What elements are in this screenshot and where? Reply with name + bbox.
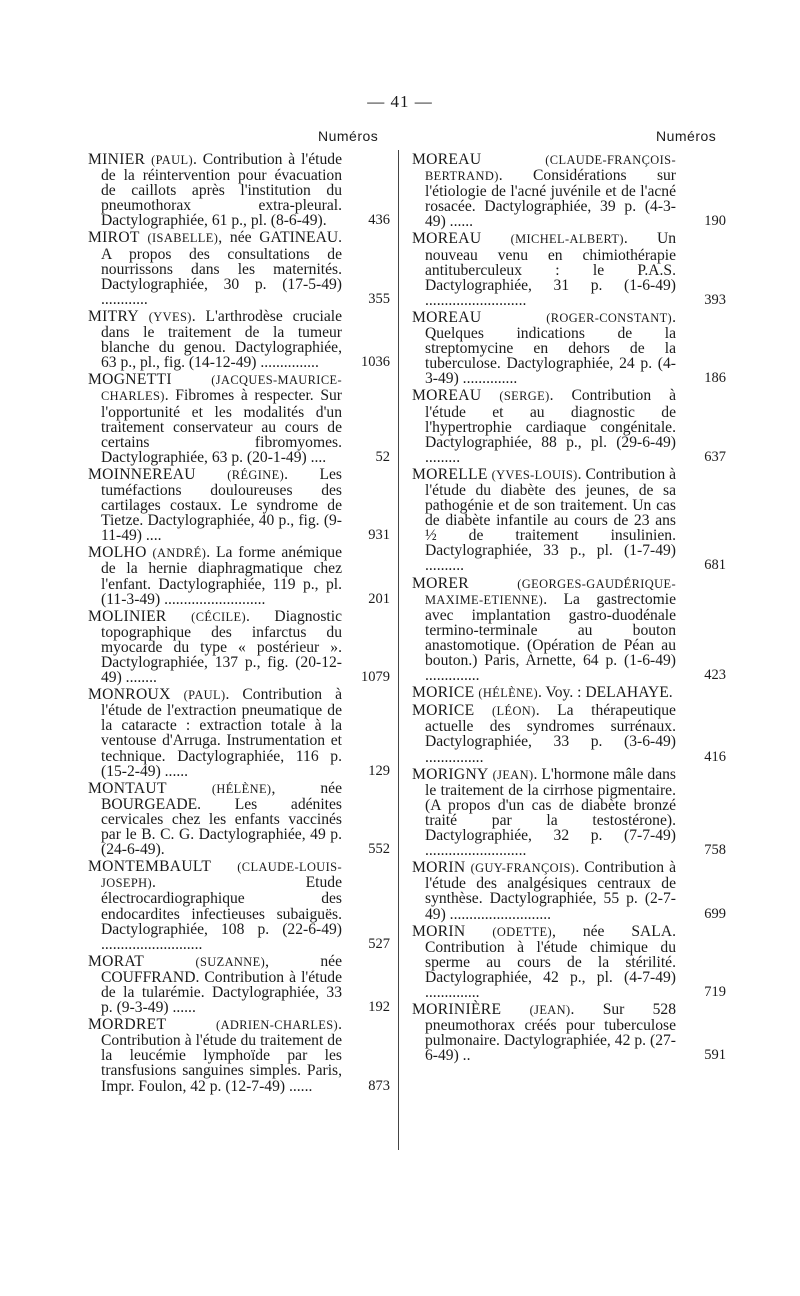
entry-text — [88, 781, 342, 857]
author-surname: MOLINIER — [88, 607, 167, 625]
author-surname: MITRY — [88, 307, 139, 325]
thesis-number: 552 — [368, 841, 390, 858]
entry-description: . Les tuméfactions douloureuses des cartilages costaux. Le syndrome de Tietze. Dactylographiée, 40 p., fig. (9-11-49) .... — [101, 465, 342, 545]
bibliography-entry — [88, 544, 390, 608]
entry-description: . Contribution à l'étude de l'extraction pneumatique de la cataracte : extraction totale à la ventouse d'Arruga. Instrumentation et technique. Dactylographiée, 116 p. (15-2-49) ...... — [101, 686, 342, 780]
thesis-number: 192 — [368, 999, 390, 1016]
thesis-number: 190 — [704, 213, 726, 230]
entry-text — [88, 467, 342, 543]
bibliography-entry — [412, 151, 726, 231]
bibliography-entry — [412, 308, 726, 388]
author-given-names: (HÉLÈNE) — [211, 781, 272, 796]
author-surname: MOREAU — [412, 230, 482, 248]
thesis-number: 681 — [704, 557, 726, 574]
thesis-number: 719 — [704, 983, 726, 1000]
author-given-names: (JEAN) — [529, 1003, 571, 1018]
author-given-names: (GEORGES-GAUDÉRIQUE-MAXIME-ETIENNE) — [425, 576, 676, 607]
author-given-names: (PAUL) — [151, 153, 193, 167]
entry-description: . La gastrectomie avec implantation gastro-duodénale termino-terminale au bouton anastomotique. (Opération de Péan au bouton.) Paris, Arnette, 64 p. (1-6-49) .............. — [425, 590, 676, 685]
author-given-names: (ODETTE) — [492, 924, 553, 939]
bibliography-entry — [412, 685, 714, 701]
entry-description: . Quelques indications de la streptomycine en dehors de la tuberculose. Dactylographiée, 24 p. (4-3-49) .............. — [425, 308, 676, 388]
entry-text — [412, 1002, 676, 1063]
bibliography-entry — [412, 1001, 726, 1065]
author-surname: MONTAUT — [88, 779, 167, 797]
author-given-names: (PAUL) — [183, 688, 226, 703]
author-surname: MOREAU — [412, 387, 482, 405]
thesis-number: 873 — [368, 1077, 390, 1094]
entry-text — [88, 230, 342, 306]
bibliography-entry — [88, 465, 390, 545]
entry-description: . Contribution à l'étude de la réintervention pour évacuation de caillots après l'institution du pneumothorax extra-pleural. Dactylographiée, 61 p., pl. (8-6-49). — [101, 151, 342, 230]
entry-text — [88, 545, 342, 606]
bibliography-entry — [412, 465, 726, 575]
entry-text — [412, 310, 676, 386]
thesis-number: 637 — [704, 448, 726, 465]
entry-text — [412, 576, 676, 684]
author-surname: MOREAU — [412, 308, 482, 326]
entry-description: , née COUFFRAND. Contribution à l'étude de la tularémie. Dactylographiée, 33 p. (9-3-49) ...... — [101, 952, 342, 1017]
author-given-names: (JEAN) — [492, 767, 534, 782]
entry-description: . Considérations sur l'étiologie de l'acné juvénile et de l'acné rosacée. Dactylographiée, 39 p. (4-3-49) ...... — [425, 167, 676, 231]
entry-text — [412, 685, 676, 701]
entry-description: . Diagnostic topographique des infarctus du myocarde du type « postérieur ». Dactylographiée, 137 p., fig. (20-12-49) ........ — [101, 607, 342, 687]
author-given-names: (ROGER-CONSTANT) — [546, 310, 673, 325]
author-surname: MIROT — [88, 229, 140, 247]
author-surname: MORER — [412, 574, 469, 592]
thesis-number: 186 — [704, 370, 726, 387]
author-given-names: (CLAUDE-FRANÇOIS-BERTRAND) — [425, 153, 676, 184]
right-column-heading: Numéros — [656, 128, 717, 144]
thesis-number: 1036 — [361, 354, 390, 371]
author-surname: MORINIÈRE — [412, 1001, 502, 1019]
entry-text — [88, 309, 342, 370]
author-surname: MOLHO — [88, 544, 147, 562]
entry-description: . Contribution à l'étude du diabète des jeunes, de sa pathogénie et de son traitement. Un cas de diabète infantile au cours de 23 ans ½ de traitement insulinien. Dactylographiée, 33 p., pl. (1-7-49) .......... — [425, 465, 676, 575]
entry-text — [412, 703, 676, 764]
bibliography-entry — [412, 765, 726, 860]
author-surname: MORELLE — [412, 465, 488, 483]
entry-text — [412, 152, 676, 229]
author-given-names: (GUY-FRANÇOIS) — [470, 861, 576, 876]
bibliography-entry — [412, 387, 726, 466]
bibliography-entry — [88, 952, 390, 1017]
thesis-number: 436 — [368, 212, 390, 229]
entry-description: . La thérapeutique actuelle des syndromes surrénaux. Dactylographiée, 33 p. (3-6-49) ............... — [425, 702, 676, 766]
author-surname: MORDRET — [88, 1016, 167, 1034]
author-surname: MONTEMBAULT — [88, 858, 212, 876]
thesis-number: 527 — [368, 935, 390, 952]
author-surname: MOGNETTI — [88, 371, 172, 389]
bibliography-entry — [412, 859, 726, 923]
author-surname: MINIER — [88, 151, 146, 168]
author-surname: MONROUX — [88, 686, 171, 704]
bibliography-entry — [412, 230, 726, 309]
author-surname: MORIN — [412, 859, 466, 877]
author-surname: MORICE — [412, 684, 475, 702]
author-given-names: (RÉGINE) — [227, 467, 285, 482]
bibliography-entry — [88, 686, 390, 780]
entry-text — [88, 1017, 342, 1093]
thesis-number: 129 — [368, 762, 390, 779]
thesis-number: 355 — [368, 290, 390, 307]
entry-description: . Etude électrocardiographique des endocardites infectieuses subaiguës. Dactylographiée, 108 p. (22-6-49) .......................... — [101, 874, 342, 953]
bibliography-entry — [88, 229, 390, 308]
thesis-number: 1079 — [361, 669, 390, 686]
author-given-names: (SUZANNE) — [195, 954, 266, 969]
author-given-names: (LÉON) — [492, 704, 536, 719]
entry-text — [412, 767, 676, 859]
author-surname: MORICE — [412, 702, 475, 720]
bibliography-entry — [88, 779, 390, 859]
thesis-number: 201 — [368, 590, 390, 607]
entry-text — [88, 372, 342, 465]
author-given-names: (ANDRÉ) — [152, 546, 207, 561]
author-given-names: (SERGE) — [499, 389, 550, 404]
entry-text — [88, 609, 342, 685]
entry-description: . Sur 528 pneumothorax créés pour tuberculose pulmonaire. Dactylographiée, 42 p. (27-6-49) .. — [425, 1001, 677, 1065]
left-column — [88, 151, 390, 1096]
entry-description: . Contribution à l'étude et au diagnostic de l'hypertrophie cardiaque congénitale. Dactylographiée, 88 p., pl. (29-6-49) ......... — [425, 387, 676, 466]
thesis-number: 52 — [375, 448, 390, 465]
author-given-names: (HÉLÈNE) — [478, 686, 538, 701]
left-column-heading: Numéros — [318, 128, 379, 144]
author-given-names: (MICHEL-ALBERT) — [510, 232, 624, 247]
entry-text — [412, 388, 676, 464]
author-given-names: (JACQUES-MAURICE-CHARLES) — [101, 373, 342, 404]
entry-description: . L'arthrodèse cruciale dans le traitement de la tumeur blanche du genou. Dactylographiée, 63 p., pl., fig. (14-12-49) ............... — [101, 307, 342, 372]
bibliography-entry — [88, 858, 390, 953]
bibliography-entry — [88, 607, 390, 687]
author-given-names: (ISABELLE) — [147, 231, 219, 246]
thesis-number: 758 — [704, 842, 726, 859]
entry-text — [412, 231, 676, 307]
entry-description: . Un nouveau venu en chimiothérapie antituberculeux : le P.A.S. Dactylographiée, 31 p. (1-6-49) .......................... — [425, 230, 676, 309]
author-given-names: (YVES) — [148, 309, 192, 324]
bibliography-entry — [88, 307, 390, 372]
entry-description: . Contribution à l'étude des analgésiques centraux de synthèse. Dactylographiée, 55 p. (2-7-49) .......................... — [425, 859, 676, 923]
author-surname: MORIGNY — [412, 765, 489, 783]
thesis-number: 423 — [704, 667, 726, 684]
author-surname: MOREAU — [412, 151, 482, 168]
entry-text — [412, 467, 676, 574]
thesis-number: 699 — [704, 905, 726, 922]
entry-text — [88, 687, 342, 779]
author-surname: MOINNEREAU — [88, 465, 196, 483]
bibliography-entry — [88, 1016, 390, 1095]
bibliography-entry — [412, 922, 726, 1001]
author-surname: MORIN — [412, 922, 466, 940]
author-given-names: (YVES-LOUIS) — [491, 467, 578, 482]
entry-description: . L'hormone mâle dans le traitement de la cirrhose pigmentaire. (A propos d'un cas de diabète bronzé traité par la testostérone). Dactylographiée, 32 p. (7-7-49) .......................... — [425, 765, 676, 860]
thesis-number: 591 — [704, 1047, 726, 1064]
entry-description: , née GATINEAU. A propos des consultations de nourrissons dans les maternités. Dactylographiée, 30 p. (17-5-49) ............ — [101, 229, 342, 308]
right-column — [412, 151, 726, 1065]
bibliography-entry — [412, 702, 726, 766]
bibliography-entry — [412, 574, 726, 685]
bibliography-entry — [88, 371, 390, 466]
page-number: — 41 — — [367, 92, 433, 111]
column-divider — [398, 150, 399, 1150]
entry-text — [412, 860, 676, 921]
entry-description: , née BOURGEADE. Les adénites cervicales chez les enfants vaccinés par le B. C. G. Dactylographiée, 49 p. (24-6-49). — [101, 779, 342, 859]
entry-text — [88, 954, 342, 1015]
author-given-names: (ADRIEN-CHARLES) — [216, 1018, 339, 1033]
thesis-number: 931 — [368, 527, 390, 544]
entry-description: . Voy. : DELAHAYE. — [537, 684, 673, 702]
thesis-number: 416 — [704, 748, 726, 765]
entry-description: . Fibromes à respecter. Sur l'opportunité et les modalités d'un traitement conservateur au cours de certains fibromyomes. Dactylographiée, 63 p. (20-1-49) .... — [101, 387, 342, 466]
entry-description: . La forme anémique de la hernie diaphragmatique chez l'enfant. Dactylographiée, 119 p., pl. (11-3-49) .......................... — [101, 544, 342, 608]
entry-description: , née SALA. Contribution à l'étude chimique du sperme au cours de la stérilité. Dactylographiée, 42 p., pl. (4-7-49) .............. — [425, 922, 676, 1001]
entry-text — [88, 859, 342, 952]
entry-text — [412, 924, 676, 1000]
entry-text — [88, 152, 342, 228]
author-given-names: (CLAUDE-LOUIS-JOSEPH) — [101, 860, 342, 891]
entry-description: . Contribution à l'étude du traitement de la leucémie lymphoïde par les transfusions sanguines simples. Paris, Impr. Foulon, 42 p. (12-7-49) ...... — [101, 1016, 342, 1095]
bibliography-entry — [88, 151, 390, 230]
author-given-names: (CÉCILE) — [191, 609, 246, 624]
author-surname: MORAT — [88, 952, 145, 970]
thesis-number: 393 — [704, 291, 726, 308]
